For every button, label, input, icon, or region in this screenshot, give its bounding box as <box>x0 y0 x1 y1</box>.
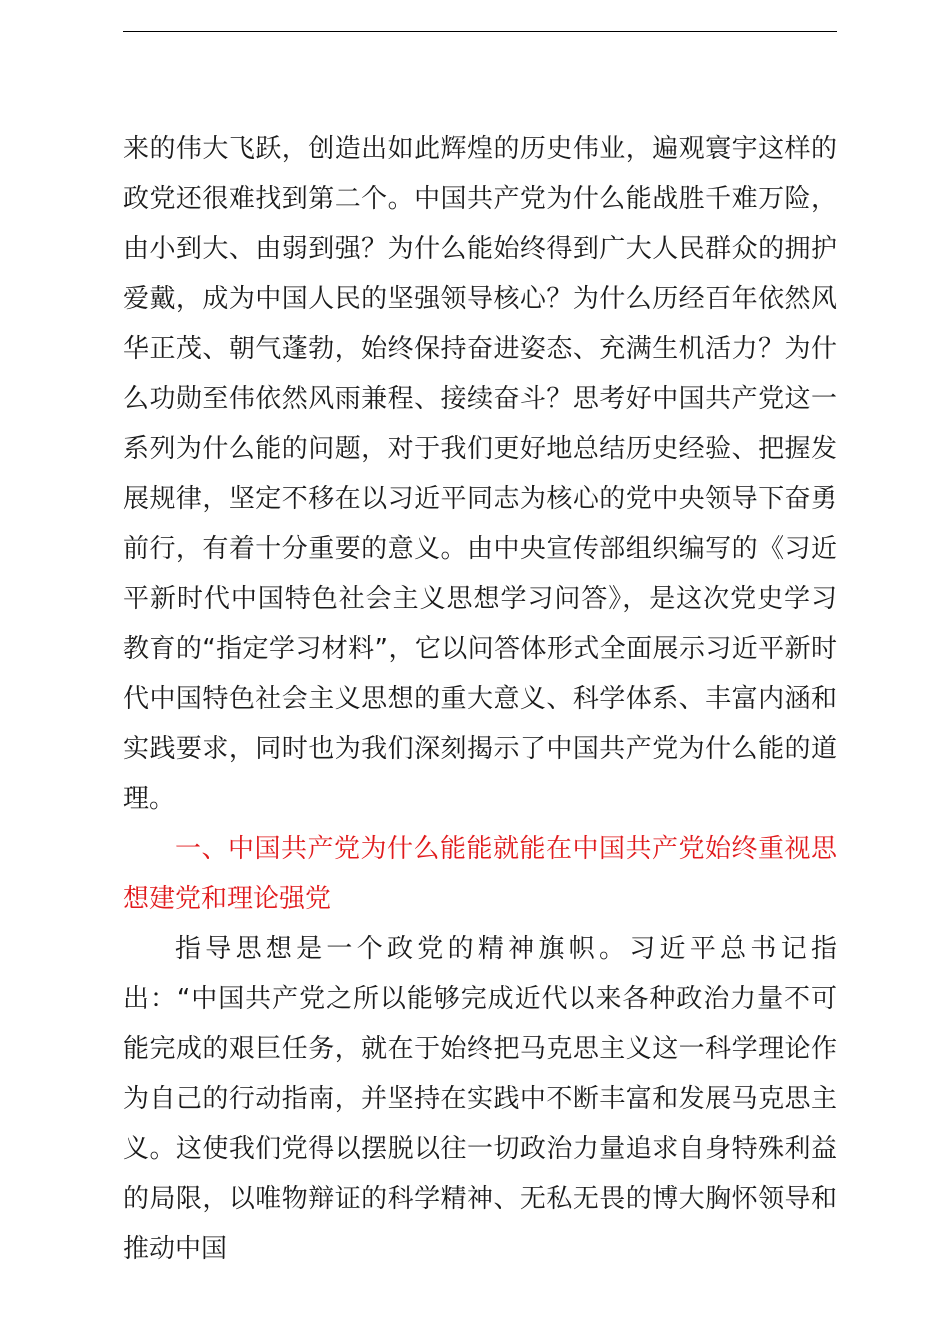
document-body <box>123 124 837 1274</box>
intro-paragraph: 来的伟大飞跃，创造出如此辉煌的历史伟业，遍观寰宇这样的政党还很难找到第二个。中国共产党为什么能战胜千难万险，由小到大、由弱到强？为什么能始终得到广大人民群众的拥护爱戴，成为中国人民的坚强领导核心？为什么历经百年依然风华正茂、朝气蓬勃，始终保持奋进姿态、充满生机活力？为什么功勋至伟依然风雨兼程、接续奋斗？思考好中国共产党这一系列为什么能的问题，对于我们更好地总结历史经验、把握发展规律，坚定不移在以习近平同志为核心的党中央领导下奋勇前行，有着十分重要的意义。由中央宣传部组织编写的《习近平新时代中国特色社会主义思想学习问答》，是这次党史学习教育的“指定学习材料”，它以问答体形式全面展示习近平新时代中国特色社会主义思想的重大意义、科学体系、丰富内涵和实践要求，同时也为我们深刻揭示了中国共产党为什么能的道理。 <box>123 134 837 814</box>
header-rule <box>123 31 837 32</box>
section-heading-1: 一、中国共产党为什么能能就能在中国共产党始终重视思想建党和理论强党 <box>123 834 837 914</box>
section-paragraph-1: 指导思想是一个政党的精神旗帜。习近平总书记指出：“中国共产党之所以能够完成近代以来各种政治力量不可能完成的艰巨任务，就在于始终把马克思主义这一科学理论作为自己的行动指南，并坚持在实践中不断丰富和发展马克思主义。这使我们党得以摆脱以往一切政治力量追求自身特殊利益的局限，以唯物辩证的科学精神、无私无畏的博大胸怀领导和推动中国 <box>123 934 837 1264</box>
